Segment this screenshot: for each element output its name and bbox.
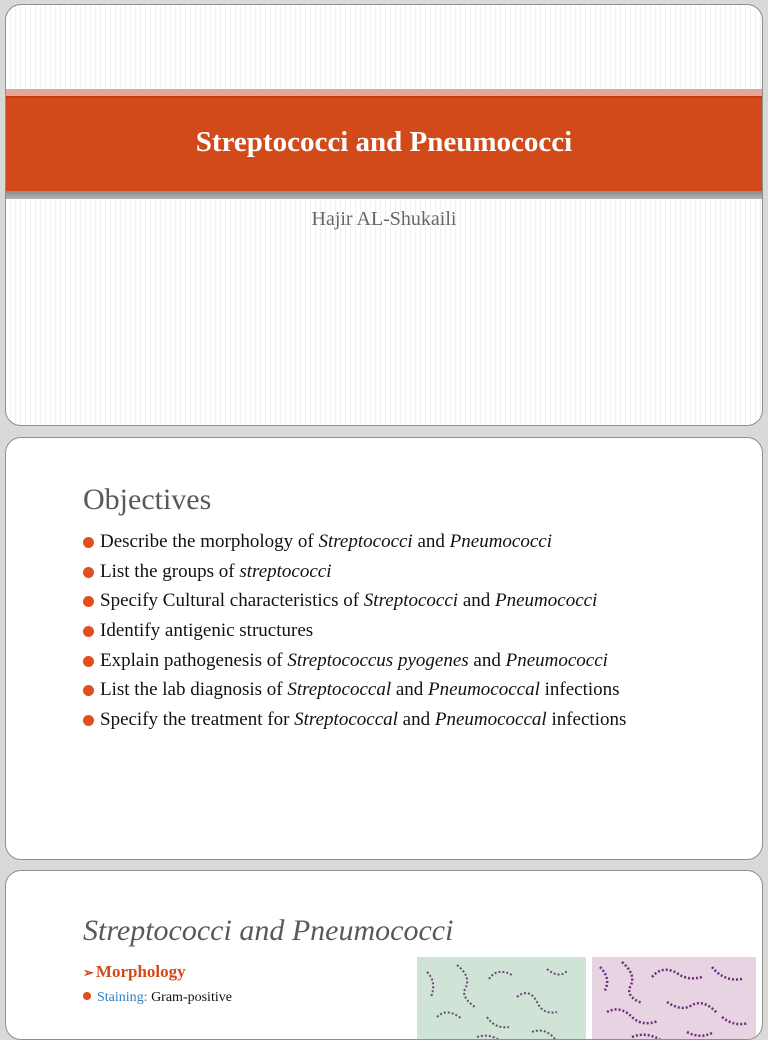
objective-text-segment: Pneumococcal [434,709,547,731]
slide-subtitle-author: Hajir AL-Shukaili [311,208,457,230]
bullet-icon [83,715,94,726]
objective-text-segment: and [412,531,450,552]
micrograph-drawing [417,957,586,1040]
objective-text-segment: Pneumococci [495,590,598,612]
objective-text-segment: infections [539,679,620,701]
objective-text-segment: and [468,649,506,671]
bullet-icon [83,537,94,548]
bullet-icon [83,567,94,578]
objective-item [83,586,626,616]
objectives-heading: Objectives [83,483,212,516]
objective-text-segment: Streptococcal [287,679,392,701]
bullet-icon [83,656,94,667]
morphology-slide [5,870,763,1040]
objective-text-segment: Specify the treatment for [100,709,295,731]
objective-text-segment: Pneumococci [449,531,552,552]
objective-text-segment: Streptococcus pyogenes [287,649,469,671]
staining-line [83,988,232,1008]
objective-item [83,557,626,587]
objective-text-segment: and [391,679,429,701]
objectives-list [83,527,626,735]
objective-text-segment: infections [546,709,627,731]
objective-text-segment: Explain pathogenesis of [100,649,288,671]
objective-item [83,616,626,646]
bullet-icon [83,992,91,1000]
title-band-bottom-stripe [6,191,762,199]
objective-text-segment: Streptococcal [294,709,398,731]
title-slide [5,4,763,426]
objective-item [83,705,626,735]
objective-text-segment: Pneumococcal [428,679,540,701]
bullet-icon [83,596,94,607]
slide-title: Streptococci and Pneumococci [195,126,573,158]
objective-text-segment: Specify Cultural characteristics of [100,590,364,612]
objective-text-segment: Describe the morphology of [100,531,319,552]
morphology-label: Morphology [95,962,186,981]
micrograph-image-streptococci [417,957,586,1040]
staining-value: Gram-positive [147,990,232,1005]
objective-item [83,527,626,557]
objectives-slide [5,437,763,860]
morphology-slide-heading: Streptococci and Pneumococci [83,914,454,947]
objective-text-segment: streptococci [239,560,332,582]
bullet-icon [83,626,94,637]
micrograph-drawing [592,957,756,1040]
morphology-section-label [83,961,186,984]
objective-text-segment: and [397,709,435,731]
title-band-top-stripe [6,89,762,96]
objective-text-segment: Identify antigenic structures [100,620,314,642]
arrow-bullet-icon: ➢ [83,965,94,980]
objective-item [83,675,626,705]
objective-text-segment: List the groups of [100,560,240,582]
objective-item [83,646,626,676]
bullet-icon [83,685,94,696]
micrograph-image-pneumococci [592,957,756,1040]
objective-text-segment: Streptococci [318,531,413,552]
objective-text-segment: Pneumococci [505,649,608,671]
objective-text-segment: List the lab diagnosis of [100,679,288,701]
objective-text-segment: Streptococci [363,590,459,612]
staining-label: Staining: [97,990,148,1005]
objective-text-segment: and [458,590,495,612]
